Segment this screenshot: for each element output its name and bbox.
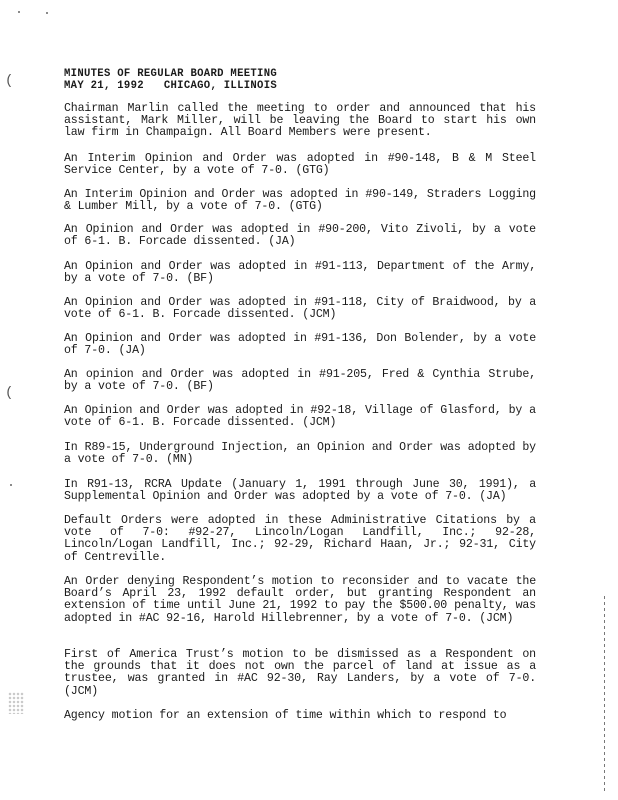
scan-speck <box>46 12 48 14</box>
paragraph-item: An Interim Opinion and Order was adopted in #90-149, Straders Logging & Lumber Mill, by a vote of 7-0. (GTG) <box>64 188 536 214</box>
paragraph-item: First of America Trust’s motion to be dismissed as a Respondent on the grounds that it does not own the parcel of land at issue as a trustee, was granted in #AC 92-30, Ray Landers, by a vote of 7-0. (JCM) <box>64 648 536 698</box>
scan-edge-line <box>604 596 605 792</box>
scan-smudge <box>8 692 24 714</box>
paragraph-item: An Opinion and Order was adopted in #91-118, City of Braidwood, by a vote of 6-1. B. Forcade dissented. (JCM) <box>64 296 536 322</box>
meeting-date-location: MAY 21, 1992 CHICAGO, ILLINOIS <box>64 80 278 92</box>
scan-speck <box>10 484 12 486</box>
paragraph-item: An Order denying Respondent’s motion to reconsider and to vacate the Board’s April 23, 1992 default order, but granting Respondent an extension of time until June 21, 1992 to pay the $500.00 penalty, was adopted in #AC 92-16, Harold Hillebrenner, by a vote of 7-0. (JCM) <box>64 575 536 625</box>
paragraph-item: An Opinion and Order was adopted in #90-200, Vito Zivoli, by a vote of 6-1. B. Forcade dissented. (JA) <box>64 223 536 249</box>
paragraph-item: An Opinion and Order was adopted in #92-18, Village of Glasford, by a vote of 6-1. B. Forcade dissented. (JCM) <box>64 404 536 430</box>
paragraph-item: In R89-15, Underground Injection, an Opinion and Order was adopted by a vote of 7-0. (MN) <box>64 441 536 467</box>
scan-bracket-mark: ( <box>5 385 14 401</box>
paragraph-item: Agency motion for an extension of time within which to respond to <box>64 709 507 722</box>
paragraph-opening: Chairman Marlin called the meeting to order and announced that his assistant, Mark Miller, will be leaving the Board to start his own law firm in Champaign. All Board Members were present. <box>64 102 536 140</box>
paragraph-item: An Opinion and Order was adopted in #91-136, Don Bolender, by a vote of 7-0. (JA) <box>64 332 536 358</box>
paragraph-item: An opinion and Order was adopted in #91-205, Fred & Cynthia Strube, by a vote of 7-0. (BF) <box>64 368 536 394</box>
paragraph-item: In R91-13, RCRA Update (January 1, 1991 through June 30, 1991), a Supplemental Opinion and Order was adopted by a vote of 7-0. (JA) <box>64 478 536 504</box>
paragraph-item: Default Orders were adopted in these Administrative Citations by a vote of 7-0: #92-27, Lincoln/Logan Landfill, Inc.; 92-28, Lincoln/Logan Landfill, Inc.; 92-29, Richard Haan, Jr.; 92-31, City of Centreville. <box>64 514 536 564</box>
document-title: MINUTES OF REGULAR BOARD MEETING <box>64 68 278 80</box>
paragraph-item: An Opinion and Order was adopted in #91-113, Department of the Army, by a vote of 7-0. (BF) <box>64 260 536 286</box>
paragraph-item: An Interim Opinion and Order was adopted in #90-148, B & M Steel Service Center, by a vote of 7-0. (GTG) <box>64 152 536 178</box>
minutes-header <box>64 68 544 92</box>
scan-bracket-mark: ( <box>5 73 14 89</box>
scan-speck <box>18 11 20 13</box>
